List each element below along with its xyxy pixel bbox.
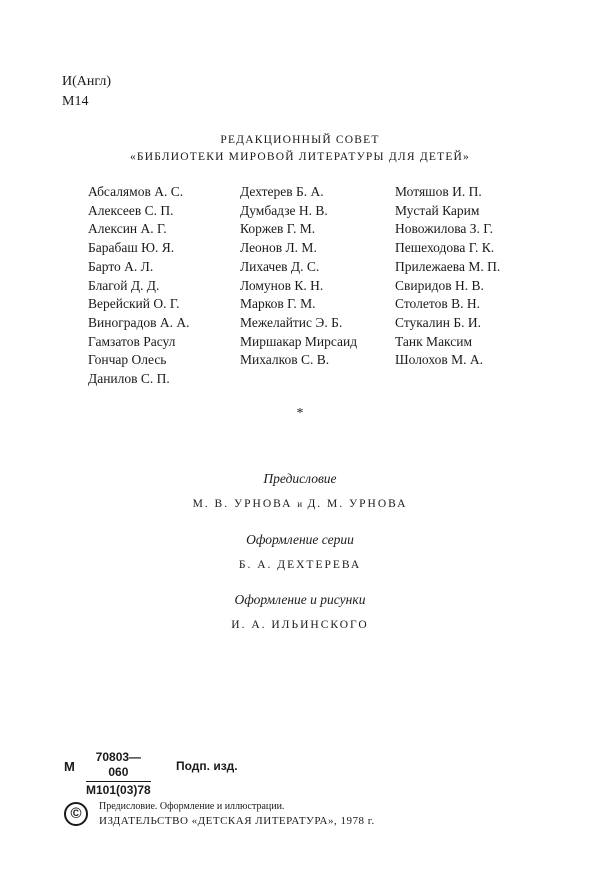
board-member: Думбадзе Н. В.: [240, 202, 328, 218]
board-member: Дехтерев Б. А.: [240, 184, 324, 199]
illustration-credit: [0, 591, 600, 634]
board-member: Гамзатов Расул: [88, 333, 176, 349]
board-column-2: [240, 183, 357, 370]
board-member: Абсалямов А. С.: [88, 184, 184, 199]
foreword-authors: [0, 495, 600, 513]
board-member: Барто А. Л.: [88, 258, 154, 274]
index-denominator: М101(03)78: [86, 783, 151, 797]
index-numerator: 70803—060: [86, 750, 151, 782]
series-design-credit: [0, 531, 600, 574]
foreword-name1: М. В. УРНОВА: [192, 498, 293, 510]
board-member: Алексин А. Г.: [88, 221, 167, 237]
copyright-line1: Предисловие. Оформление и иллюстрации.: [99, 801, 285, 812]
index-note: Подп. изд.: [176, 759, 238, 773]
index-letter: М: [64, 759, 75, 774]
board-member: Мустай Карим: [395, 202, 480, 218]
illustration-caption: Оформление и рисунки: [234, 592, 366, 607]
board-member: Ломунов К. Н.: [240, 277, 324, 293]
board-column-3: [395, 183, 500, 370]
foreword-credit: [0, 470, 600, 513]
index-fraction: [86, 750, 151, 798]
board-member: Межелайтис Э. Б.: [240, 314, 343, 330]
classification-line1: И(Англ): [62, 74, 112, 89]
foreword-name2: Д. М. УРНОВА: [307, 498, 408, 510]
illustration-name: И. А. ИЛЬИНСКОГО: [231, 619, 369, 631]
foreword-conj: и: [297, 499, 303, 509]
board-member: Данилов С. П.: [88, 371, 170, 387]
series-design-name: Б. А. ДЕХТЕРЕВА: [238, 559, 362, 571]
board-member: Столетов В. Н.: [395, 296, 480, 312]
classification-code: [62, 72, 111, 112]
board-member: Мотяшов И. П.: [395, 184, 482, 199]
editorial-board-heading: [0, 132, 600, 166]
board-member: Лихачев Д. С.: [240, 258, 320, 274]
board-member: Коржев Г. М.: [240, 221, 316, 237]
foreword-caption: Предисловие: [263, 471, 337, 486]
board-member: Михалков С. В.: [240, 352, 330, 368]
board-member: Стукалин Б. И.: [395, 314, 481, 330]
separator-asterisk: *: [296, 406, 304, 421]
board-member: Шолохов М. А.: [395, 352, 483, 368]
heading-line1: РЕДАКЦИОННЫЙ СОВЕТ: [220, 134, 380, 146]
heading-line2: «БИБЛИОТЕКИ МИРОВОЙ ЛИТЕРАТУРЫ ДЛЯ ДЕТЕЙ»: [129, 151, 470, 163]
board-member: Пешеходова Г. К.: [395, 240, 495, 256]
board-member: Новожилова З. Г.: [395, 221, 493, 237]
board-member: Верейский О. Г.: [88, 296, 180, 312]
copyright-line2: ИЗДАТЕЛЬСТВО «ДЕТСКАЯ ЛИТЕРАТУРА», 1978 г.: [99, 815, 375, 827]
board-member: Свиридов Н. В.: [395, 277, 484, 293]
board-member: Благой Д. Д.: [88, 277, 160, 293]
board-member: Алексеев С. П.: [88, 202, 174, 218]
board-member: Танк Максим: [395, 333, 473, 349]
series-design-caption: Оформление серии: [246, 532, 354, 547]
board-member: Прилежаева М. П.: [395, 258, 501, 274]
board-member: Виноградов А. А.: [88, 314, 190, 330]
board-member: Леонов Л. М.: [240, 240, 317, 256]
board-member: Миршакар Мирсаид: [240, 333, 358, 349]
classification-line2: М14: [62, 94, 89, 109]
board-member: Барабаш Ю. Я.: [88, 240, 175, 256]
copyright-icon: ©: [64, 802, 88, 826]
board-member: Гончар Олесь: [88, 352, 167, 368]
board-column-1: [88, 183, 189, 389]
board-member: Марков Г. М.: [240, 296, 316, 312]
